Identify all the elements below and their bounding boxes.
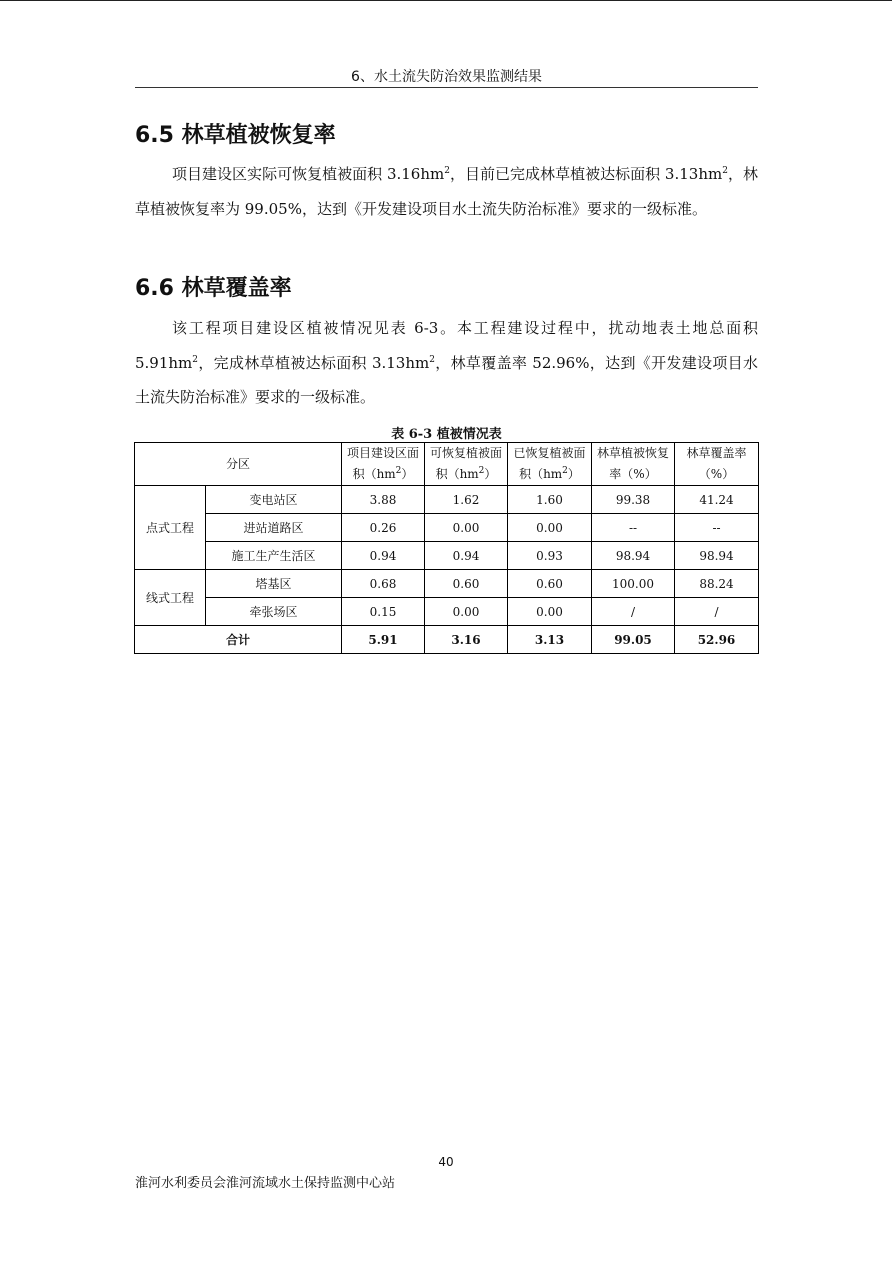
cell: 0.94	[425, 542, 508, 570]
table-total-row	[135, 626, 759, 654]
cell: 施工生产生活区	[206, 542, 342, 570]
cell: 3.16	[425, 626, 508, 654]
para-text: ，目前已完成林草植被达标面积 3.13hm	[449, 165, 723, 183]
cell: 牵张场区	[206, 598, 342, 626]
group-label: 线式工程	[135, 570, 206, 626]
header-recovery-rate	[592, 443, 675, 486]
cell: 100.00	[592, 570, 675, 598]
cell: /	[592, 598, 675, 626]
cell: 41.24	[675, 486, 759, 514]
superscript: 2	[444, 166, 450, 176]
page-number: 40	[438, 1155, 454, 1169]
paragraph-6-5	[135, 157, 758, 226]
section-heading-6-6: 6.6 林草覆盖率	[135, 276, 292, 301]
header-text: 已恢复植被面	[513, 446, 586, 460]
cell: 0.60	[425, 570, 508, 598]
header-text: ）	[567, 467, 580, 481]
header-project-area	[342, 443, 425, 486]
header-text: ）	[401, 467, 414, 481]
cell: 0.00	[508, 598, 592, 626]
superscript: 2	[395, 466, 402, 476]
header-text: 林草植被恢复	[596, 446, 669, 460]
cell: 1.60	[508, 486, 592, 514]
para-text: ，林草覆盖率 52.96%，达到《开发建设项目水土流失防治标准》要求的一级标准。	[135, 353, 758, 406]
cell: 进站道路区	[206, 514, 342, 542]
group-label: 点式工程	[135, 486, 206, 570]
table-row	[135, 514, 759, 542]
superscript: 2	[562, 466, 568, 476]
cell: 3.88	[342, 486, 425, 514]
running-header: 6、水土流失防治效果监测结果	[351, 69, 542, 85]
cell: 0.00	[508, 514, 592, 542]
cell: 0.68	[342, 570, 425, 598]
vegetation-table	[134, 442, 759, 654]
cell: 0.00	[425, 514, 508, 542]
table-row	[135, 598, 759, 626]
cell: 52.96	[675, 626, 759, 654]
header-text: 项目建设区面	[346, 446, 419, 460]
header-text: ）	[484, 467, 497, 481]
footer-organization: 淮河水利委员会淮河流域水土保持监测中心站	[135, 1176, 396, 1191]
header-text: 林草覆盖率	[686, 446, 747, 460]
para-text: ，林草植被恢复率为 99.05%，达到《开发建设项目水土流失防治标准》要求的一级标准。	[135, 165, 758, 218]
cell: --	[592, 514, 675, 542]
cell: 0.00	[425, 598, 508, 626]
cell: 98.94	[592, 542, 675, 570]
cell: 1.62	[425, 486, 508, 514]
cell: --	[675, 514, 759, 542]
cell: 99.38	[592, 486, 675, 514]
cell: 5.91	[342, 626, 425, 654]
para-text: 该工程项目建设区植被情况见表 6-3。本工程建设过程中，扰动地表土地总面积 5.91hm	[135, 319, 758, 372]
cell: 0.94	[342, 542, 425, 570]
header-recovered-area	[508, 443, 592, 486]
cell: 0.15	[342, 598, 425, 626]
table-row	[135, 486, 759, 514]
table-row	[135, 542, 759, 570]
table-row	[135, 570, 759, 598]
header-text: 积（hm	[519, 467, 563, 481]
header-text: 积（hm	[435, 467, 479, 481]
cell: 变电站区	[206, 486, 342, 514]
cell: 88.24	[675, 570, 759, 598]
table-caption: 表 6-3 植被情况表	[391, 427, 502, 442]
cell: 98.94	[675, 542, 759, 570]
header-recoverable-area	[425, 443, 508, 486]
table-header-row	[135, 443, 759, 486]
header-text: 积（hm	[352, 467, 396, 481]
total-label: 合计	[135, 626, 342, 654]
cell: 99.05	[592, 626, 675, 654]
section-heading-6-5: 6.5 林草植被恢复率	[135, 123, 336, 148]
superscript: 2	[478, 466, 485, 476]
superscript: 2	[722, 166, 728, 176]
cell: 0.93	[508, 542, 592, 570]
paragraph-6-6	[135, 311, 758, 415]
superscript: 2	[429, 354, 435, 365]
para-text: 项目建设区实际可恢复植被面积 3.16hm	[172, 165, 445, 183]
cell: 0.26	[342, 514, 425, 542]
superscript: 2	[192, 354, 199, 365]
cell: /	[675, 598, 759, 626]
para-text: ，完成林草植被达标面积 3.13hm	[198, 353, 430, 372]
header-text: （%）	[698, 467, 735, 481]
cell: 塔基区	[206, 570, 342, 598]
top-border	[0, 0, 892, 1]
cell: 3.13	[508, 626, 592, 654]
header-coverage-rate	[675, 443, 759, 486]
header-text: 可恢复植被面	[429, 446, 502, 460]
header-rule	[135, 87, 758, 88]
header-zone: 分区	[135, 443, 342, 486]
cell: 0.60	[508, 570, 592, 598]
header-text: 率（%）	[609, 467, 657, 481]
